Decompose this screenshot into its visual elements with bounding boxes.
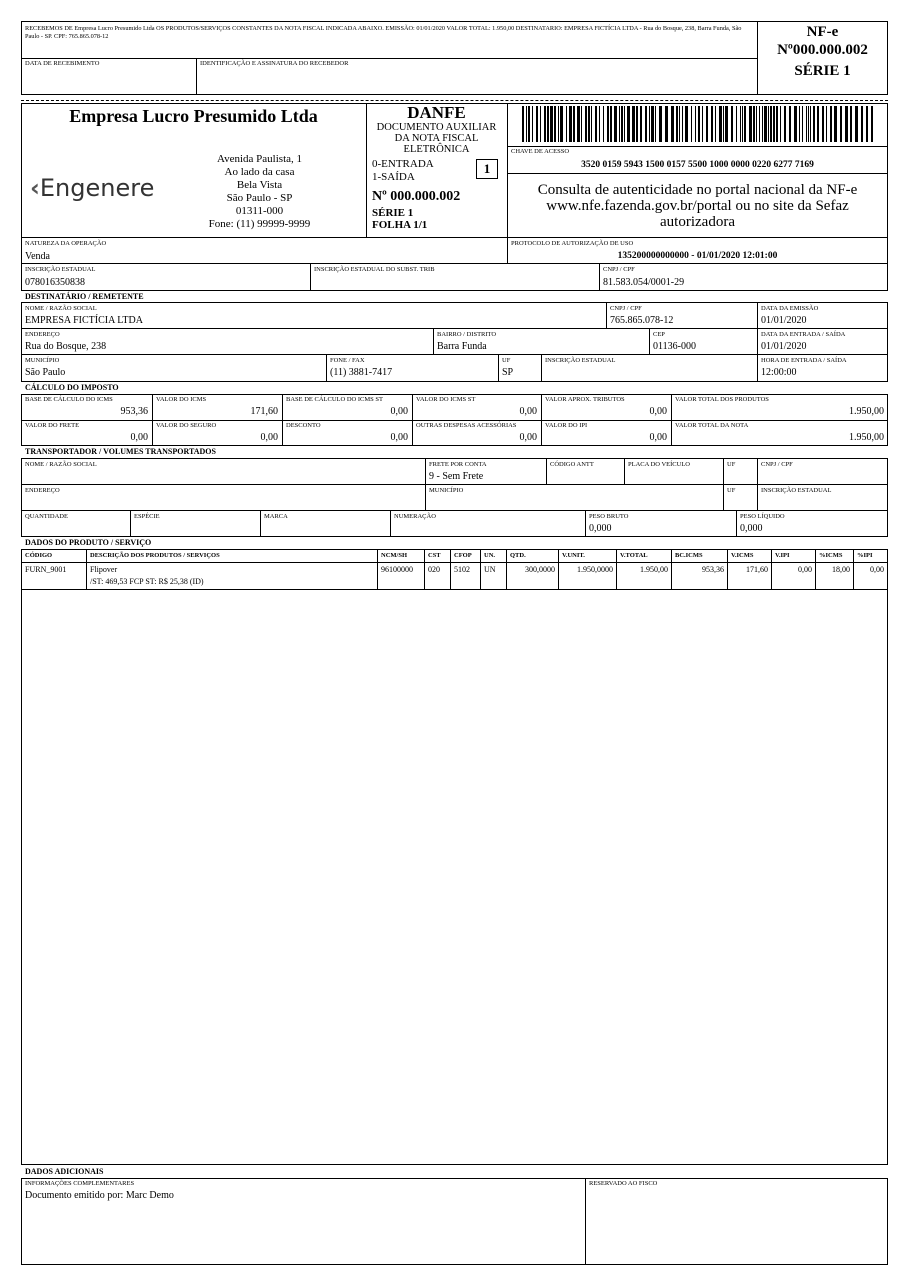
consulta-line-1: Consulta de autenticidade no portal nacional da NF-e xyxy=(537,182,858,198)
protocolo-value: 135200000000000 - 01/01/2020 12:01:00 xyxy=(617,251,778,261)
td-cst: 020 xyxy=(428,565,440,574)
produtos-section: DADOS DO PRODUTO / SERVIÇO xyxy=(25,538,152,547)
danfe-tipo: 1 xyxy=(476,159,498,179)
consulta-line-2: www.nfe.fazenda.gov.br/portal ou no site da Sefaz xyxy=(546,198,849,214)
address-line-5: 01311-000 xyxy=(235,205,284,217)
dest-cnpj-value: 765.865.078-12 xyxy=(610,315,674,326)
danfe-title: DANFE xyxy=(407,103,466,122)
tr-peso-bruto-value: 0,000 xyxy=(589,523,612,534)
natureza-value: Venda xyxy=(25,251,50,262)
th-cfop: CFOP xyxy=(454,552,472,559)
td-picms: 18,00 xyxy=(832,565,850,574)
dest-hora-value: 12:00:00 xyxy=(761,367,797,378)
tr-v-marca xyxy=(260,510,261,537)
th-pipi: %IPI xyxy=(857,552,873,559)
tr-v-placa xyxy=(624,458,625,484)
address-line-6: Fone: (11) 99999-9999 xyxy=(208,218,311,230)
tr-v-numeracao xyxy=(390,510,391,537)
natureza-label: NATUREZA DA OPERAÇÃO xyxy=(25,240,107,247)
td-vipi: 0,00 xyxy=(798,565,812,574)
ie-label: INSCRIÇÃO ESTADUAL xyxy=(25,266,96,273)
chave-top xyxy=(507,146,888,147)
data-recebimento-label: DATA DE RECEBIMENTO xyxy=(25,60,100,67)
th-un: UN. xyxy=(484,552,496,559)
seguro-label: VALOR DO SEGURO xyxy=(156,422,217,429)
tr-h2 xyxy=(21,510,888,511)
dest-cep-label: CEP xyxy=(653,331,665,338)
outras-label: OUTRAS DESPESAS ACESSÓRIAS xyxy=(416,422,517,429)
tr-municipio-label: MUNICÍPIO xyxy=(429,487,464,494)
td-un: UN xyxy=(484,565,496,574)
th-picms: %ICMS xyxy=(819,552,843,559)
canhoto-nfe-number: Nº000.000.002 xyxy=(777,42,868,58)
tr-frete-label: FRETE POR CONTA xyxy=(429,461,487,468)
imp-v4 xyxy=(541,394,542,446)
td-pipi: 0,00 xyxy=(870,565,884,574)
iest-label: INSCRIÇÃO ESTADUAL DO SUBST. TRIB xyxy=(314,266,435,273)
danfe-subtitle xyxy=(366,122,507,155)
address-line-4: São Paulo - SP xyxy=(226,192,293,204)
dest-bairro-value: Barra Funda xyxy=(437,341,487,352)
chave-value: 3520 0159 5943 1500 0157 5500 1000 0000 0220 6277 7169 xyxy=(581,160,814,170)
tr-peso-liq-value: 0,000 xyxy=(740,523,763,534)
logo-text: Engenere xyxy=(39,174,155,202)
address-line-2: Ao lado da casa xyxy=(224,166,295,178)
v-st-value: 0,00 xyxy=(519,406,537,417)
th-bcicms: BC.ICMS xyxy=(675,552,703,559)
outras-value: 0,00 xyxy=(519,432,537,443)
th-descricao: DESCRIÇÃO DOS PRODUTOS / SERVIÇOS xyxy=(90,552,220,559)
tr-ie-label: INSCRIÇÃO ESTADUAL xyxy=(761,487,832,494)
imp-v5 xyxy=(671,394,672,446)
danfe-saida: 1-SAÍDA xyxy=(372,171,415,183)
prod-v5 xyxy=(480,549,481,589)
tr-v-cnpj xyxy=(757,458,758,510)
dest-hora-label: HORA DE ENTRADA / SAÍDA xyxy=(761,357,847,364)
protocolo-label: PROTOCOLO DE AUTORIZAÇÃO DE USO xyxy=(511,240,634,247)
operacao-box xyxy=(21,238,888,291)
dest-cnpj-label: CNPJ / CPF xyxy=(610,305,642,312)
imp-v2 xyxy=(282,394,283,446)
desconto-label: DESCONTO xyxy=(286,422,321,429)
adicionais-section: DADOS ADICIONAIS xyxy=(25,1167,104,1176)
tr-marca-label: MARCA xyxy=(264,513,288,520)
th-vunit: V.UNIT. xyxy=(562,552,585,559)
tr-endereco-label: ENDEREÇO xyxy=(25,487,60,494)
td-bcicms: 953,36 xyxy=(702,565,724,574)
dest-v-fone xyxy=(326,354,327,382)
td-cfop: 5102 xyxy=(454,565,470,574)
canhoto-nfe-serie: SÉRIE 1 xyxy=(794,63,851,79)
td-vunit: 1.950,0000 xyxy=(577,565,613,574)
bc-icms-label: BASE DE CÁLCULO DO ICMS xyxy=(25,396,113,403)
prod-v1 xyxy=(86,549,87,589)
tr-qtd-label: QUANTIDADE xyxy=(25,513,68,520)
emitente-name: Empresa Lucro Presumido Ltda xyxy=(69,106,318,126)
chevron-left-icon: ‹ xyxy=(30,174,40,202)
td-ncm: 96100000 xyxy=(381,565,413,574)
canhoto-text: RECEBEMOS DE Empresa Lucro Presumido Ltda OS PRODUTOS/SERVIÇOS CONSTANTES DA NOTA FISCAL INDICADA ABAIXO. EMISSÃO: 01/01/2020 VALOR TOTAL: 1.950,00 DESTINATARIO: EMPRESA FICTÍCIA LTDA - Rua do Bosque, 238, Barra Funda, São Paulo - SP. CPF: 765.865.078-12 xyxy=(25,25,742,40)
dest-v-right xyxy=(757,302,758,382)
operacao-mid xyxy=(21,263,888,264)
tr-frete-value: 9 - Sem Frete xyxy=(429,471,484,482)
info-value: Documento emitido por: Marc Demo xyxy=(25,1190,174,1201)
prod-v2 xyxy=(377,549,378,589)
tr-antt-label: CÓDIGO ANTT xyxy=(550,461,594,468)
frete-label: VALOR DO FRETE xyxy=(25,422,80,429)
dest-uf-label: UF xyxy=(502,357,511,364)
danfe-folha: FOLHA 1/1 xyxy=(372,219,428,231)
chave-bottom xyxy=(507,173,888,174)
tr-numeracao-label: NUMERAÇÃO xyxy=(394,513,436,520)
dest-cep-value: 01136-000 xyxy=(653,341,696,352)
bc-icms-value: 953,36 xyxy=(120,406,148,417)
bc-st-label: BASE DE CÁLCULO DO ICMS ST xyxy=(286,396,383,403)
danfe-subtitle-2: DA NOTA FISCAL xyxy=(394,133,479,144)
td-qtd: 300,0000 xyxy=(525,565,555,574)
address-line-1: Avenida Paulista, 1 xyxy=(216,153,303,165)
tr-v-liq xyxy=(736,510,737,537)
v-icms-label: VALOR DO ICMS xyxy=(156,396,207,403)
transporte-section: TRANSPORTADOR / VOLUMES TRANSPORTADOS xyxy=(25,447,216,456)
danfe-entrada: 0-ENTRADA xyxy=(372,158,434,170)
td-codigo: FURN_9001 xyxy=(25,565,67,574)
ipi-label: VALOR DO IPI xyxy=(545,422,588,429)
operacao-v3 xyxy=(599,263,600,291)
dest-fone-label: FONE / FAX xyxy=(330,357,365,364)
tr-cnpj-label: CNPJ / CPF xyxy=(761,461,793,468)
total-prod-label: VALOR TOTAL DOS PRODUTOS xyxy=(675,396,769,403)
tr-v-antt xyxy=(546,458,547,484)
canhoto-vline xyxy=(196,58,197,95)
dest-uf-value: SP xyxy=(502,367,514,378)
adic-v1 xyxy=(585,1178,586,1265)
dest-v-ie xyxy=(541,354,542,382)
th-codigo: CÓDIGO xyxy=(25,552,53,559)
dest-ie-label: INSCRIÇÃO ESTADUAL xyxy=(545,357,616,364)
v-icms-value: 171,60 xyxy=(250,406,278,417)
v-st-label: VALOR DO ICMS ST xyxy=(416,396,476,403)
emitente-logo xyxy=(30,175,154,201)
imp-v1 xyxy=(152,394,153,446)
tr-v-especie xyxy=(130,510,131,537)
emit-cnpj-label: CNPJ / CPF xyxy=(603,266,635,273)
tr-placa-label: PLACA DO VEÍCULO xyxy=(628,461,690,468)
dest-emissao-label: DATA DA EMISSÃO xyxy=(761,305,819,312)
produtos-box xyxy=(21,549,888,1165)
tr-especie-label: ESPÉCIE xyxy=(134,513,160,520)
tr-v-frete xyxy=(425,458,426,510)
chave-label: CHAVE DE ACESSO xyxy=(511,148,570,155)
tr-peso-bruto-label: PESO BRUTO xyxy=(589,513,629,520)
aprox-label: VALOR APROX. TRIBUTOS xyxy=(545,396,625,403)
danfe-numero: Nº 000.000.002 xyxy=(372,189,461,204)
dest-endereco-value: Rua do Bosque, 238 xyxy=(25,341,107,352)
consulta-text xyxy=(507,182,888,230)
th-vipi: V.IPI xyxy=(775,552,790,559)
emit-cnpj-value: 81.583.054/0001-29 xyxy=(603,277,685,288)
dest-v-cnpj xyxy=(606,302,607,328)
td-vtotal: 1.950,00 xyxy=(640,565,668,574)
dest-entrada-value: 01/01/2020 xyxy=(761,341,807,352)
fisco-label: RESERVADO AO FISCO xyxy=(589,1180,658,1187)
aprox-value: 0,00 xyxy=(649,406,667,417)
danfe-subtitle-3: ELETRÔNICA xyxy=(403,144,470,155)
dest-emissao-value: 01/01/2020 xyxy=(761,315,807,326)
identificacao-label: IDENTIFICAÇÃO E ASSINATURA DO RECEBEDOR xyxy=(200,60,349,67)
th-vtotal: V.TOTAL xyxy=(620,552,648,559)
th-cst: CST xyxy=(428,552,441,559)
barcode xyxy=(522,106,874,142)
dest-municipio-value: São Paulo xyxy=(25,367,66,378)
dest-v-uf xyxy=(498,354,499,382)
consulta-line-3: autorizadora xyxy=(660,214,735,230)
total-nota-label: VALOR TOTAL DA NOTA xyxy=(675,422,749,429)
dest-v-bairro xyxy=(433,328,434,354)
th-vicms: V.ICMS xyxy=(731,552,754,559)
destinatario-section: DESTINATÁRIO / REMETENTE xyxy=(25,292,144,301)
td-descricao: Flipover xyxy=(90,565,118,574)
operacao-v2 xyxy=(310,263,311,291)
bc-st-value: 0,00 xyxy=(390,406,408,417)
imposto-section: CÁLCULO DO IMPOSTO xyxy=(25,383,119,392)
dest-endereco-label: ENDEREÇO xyxy=(25,331,60,338)
prod-h-header xyxy=(21,562,888,563)
dest-entrada-label: DATA DA ENTRADA / SAÍDA xyxy=(761,331,846,338)
total-nota-value: 1.950,00 xyxy=(849,432,884,443)
tr-uf-label: UF xyxy=(727,461,736,468)
th-ncm: NCM/SH xyxy=(381,552,407,559)
dest-municipio-label: MUNICÍPIO xyxy=(25,357,60,364)
frete-value: 0,00 xyxy=(130,432,148,443)
prod-v4 xyxy=(450,549,451,589)
danfe-serie: SÉRIE 1 xyxy=(372,207,414,219)
ipi-value: 0,00 xyxy=(649,432,667,443)
dest-nome-label: NOME / RAZÃO SOCIAL xyxy=(25,305,97,312)
tr-peso-liq-label: PESO LÍQUIDO xyxy=(740,513,785,520)
emitente-address xyxy=(172,153,347,231)
ie-value: 078016350838 xyxy=(25,277,85,288)
tr-nome-label: NOME / RAZÃO SOCIAL xyxy=(25,461,97,468)
tr-uf2-label: UF xyxy=(727,487,736,494)
tr-v-bruto xyxy=(585,510,586,537)
canhoto-hline xyxy=(21,58,757,59)
imp-v3 xyxy=(412,394,413,446)
total-prod-value: 1.950,00 xyxy=(849,406,884,417)
dest-bairro-label: BAIRRO / DISTRITO xyxy=(437,331,497,338)
td-descricao-2: /ST: 469,53 FCP ST: R$ 25,38 (ID) xyxy=(90,577,204,586)
canhoto-nfe-title: NF-e xyxy=(806,24,839,40)
prod-h-row xyxy=(21,589,888,590)
tr-v-uf xyxy=(723,458,724,510)
td-vicms: 171,60 xyxy=(746,565,768,574)
address-line-3: Bela Vista xyxy=(236,179,283,191)
prod-v3 xyxy=(424,549,425,589)
info-label: INFORMAÇÕES COMPLEMENTARES xyxy=(25,1180,135,1187)
desconto-value: 0,00 xyxy=(390,432,408,443)
dest-fone-value: (11) 3881-7417 xyxy=(330,367,393,378)
dest-nome-value: EMPRESA FICTÍCIA LTDA xyxy=(25,315,143,326)
danfe-subtitle-1: DOCUMENTO AUXILIAR xyxy=(376,122,497,133)
seguro-value: 0,00 xyxy=(260,432,278,443)
th-qtd: QTD. xyxy=(510,552,526,559)
cut-line xyxy=(21,100,888,101)
dest-v-cep xyxy=(649,328,650,354)
